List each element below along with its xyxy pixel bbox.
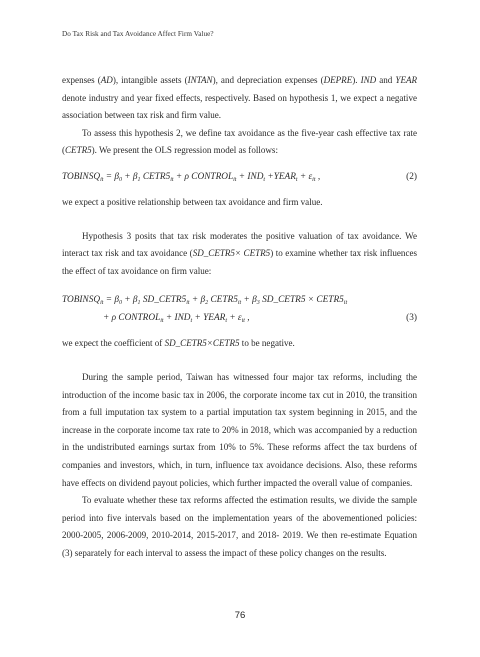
variable-interaction: SD_CETR5×CETR5	[164, 338, 240, 349]
variable-interaction: SD_CETR5× CETR5	[192, 248, 271, 259]
eq-subscript: 0	[118, 176, 122, 183]
eq-term: +YEAR	[265, 171, 296, 182]
page-number: 76	[234, 610, 246, 621]
eq-subscript: it	[237, 300, 242, 307]
eq-subscript: 1	[137, 300, 141, 307]
eq-term: TOBINSQ	[62, 295, 101, 306]
eq-subscript: t	[295, 176, 298, 183]
eq-subscript: 0	[118, 300, 122, 307]
text-span: ) to examine whether tax risk influences the effect of tax avoidance on firm value:	[62, 248, 417, 276]
text-span: denote industry and year fixed effects, respectively. Based on hypothesis 1, we expect a negative association between tax risk and firm value.	[62, 92, 417, 121]
paragraph-hypothesis-3	[62, 228, 417, 281]
eq-term: + β	[121, 171, 138, 182]
paragraph-variable-definitions	[62, 72, 417, 125]
paragraph-intervals: To evaluate whether these tax reforms affected the estimation results, we divide the sample period into five intervals based on the implementation years of the abovementioned policies: 2000-2005, 2006-2009, 2010-2014, 2015-2017, and 2018- 2019. We then re-estimate Equation (3) separately for each interval to assess the impact of these policy changes on the results.	[62, 495, 417, 558]
equation-3-body-1	[62, 291, 347, 309]
eq-term: + ρ CONTROL	[173, 171, 234, 182]
eq-subscript: it	[170, 176, 174, 183]
eq-subscript: it	[100, 300, 104, 307]
eq-subscript: it	[343, 300, 348, 307]
eq-term: ,	[244, 313, 250, 324]
eq-subscript: t	[225, 318, 227, 325]
eq-term: + β	[189, 295, 206, 306]
eq-subscript: it	[186, 300, 190, 307]
eq-term: + YEAR	[192, 313, 226, 324]
equation-3-line-1	[62, 291, 417, 309]
eq-subscript: it	[233, 176, 237, 183]
equation-3-number: (3)	[406, 313, 417, 324]
eq-term: ,	[315, 171, 321, 182]
text-span: to be negative.	[239, 338, 295, 349]
eq-term: + β	[121, 295, 138, 306]
eq-subscript: it	[100, 176, 104, 183]
equation-2-body	[62, 168, 320, 186]
text-span: ), and depreciation expenses (	[212, 75, 324, 85]
paragraph-tax-reforms: During the sample period, Taiwan has witnessed four major tax reforms, including the introduction of the income basic tax in 2006, the corporate income tax cut in 2010, the transition from a full imputation tax system to a partial imputation tax system beginning in 2015, and the increase in the corporate income tax rate to 20% in 2018, which was accompanied by a reduction in the undistributed earnings surtax from 10% to 5%. These reforms affect the tax burdens of companies and investors, which, in turn, influence tax avoidance decisions. Also, these reforms have effects on dividend payout policies, which further impacted the overall value of companies.	[62, 371, 417, 488]
eq-subscript: t	[263, 176, 266, 183]
eq-term: + ε	[227, 313, 242, 324]
paragraph-expectation-3	[62, 335, 417, 353]
equation-2-number: (2)	[406, 171, 417, 182]
eq-subscript: 3	[256, 300, 260, 307]
eq-term: SD_CETR5 × CETR5	[259, 295, 344, 306]
equation-2	[62, 168, 417, 186]
running-header: Do Tax Risk and Tax Avoidance Affect Firm Value?	[62, 30, 214, 38]
eq-subscript: 1	[137, 176, 141, 183]
text-span: and	[376, 75, 396, 85]
variable-ind: IND	[360, 75, 377, 85]
variable-ad: AD	[100, 75, 113, 85]
eq-term: TOBINSQ	[62, 171, 101, 182]
eq-subscript: it	[312, 176, 316, 183]
eq-subscript: it	[241, 318, 245, 325]
eq-term: CETR5	[140, 171, 171, 182]
text-span: Hypothesis 3 posits that tax risk moderates the positive valuation of tax avoidance. We interact tax risk and tax avoidance (	[62, 230, 417, 259]
equation-3-line-2	[62, 309, 417, 327]
text-span: ). We present the OLS regression model as follows:	[91, 145, 278, 156]
text-span: we expect the coefficient of	[62, 338, 165, 349]
equation-3-body-2	[62, 309, 250, 327]
variable-intan: INTAN	[187, 75, 213, 85]
paragraph-hypothesis-2	[62, 125, 417, 160]
eq-term: + β	[241, 295, 257, 306]
eq-term: SD_CETR5	[140, 295, 187, 306]
eq-term: CETR5	[208, 295, 238, 306]
eq-subscript: it	[160, 318, 164, 325]
text-span: To assess this hypothesis 2, we define tax avoidance as the five-year cash effective tax rate (	[62, 127, 417, 156]
text-span: ), intangible assets (	[112, 75, 188, 85]
paragraph-expectation-2: we expect a positive relationship between tax avoidance and firm value.	[62, 196, 323, 207]
text-span: ).	[352, 75, 361, 85]
variable-depre: DEPRE	[323, 75, 353, 85]
variable-year: YEAR	[395, 75, 418, 85]
text-span: expenses (	[62, 75, 101, 85]
page-body	[62, 72, 417, 562]
eq-subscript: 2	[205, 300, 209, 307]
eq-term: + IND	[163, 313, 191, 324]
eq-term: + IND	[236, 171, 264, 182]
eq-subscript: t	[190, 318, 193, 325]
eq-term: = β	[103, 295, 119, 306]
variable-cetr5: CETR5	[65, 145, 92, 156]
eq-term: = β	[103, 171, 119, 182]
eq-term: + ρ CONTROL	[103, 313, 161, 324]
eq-term: + ε	[297, 171, 313, 182]
